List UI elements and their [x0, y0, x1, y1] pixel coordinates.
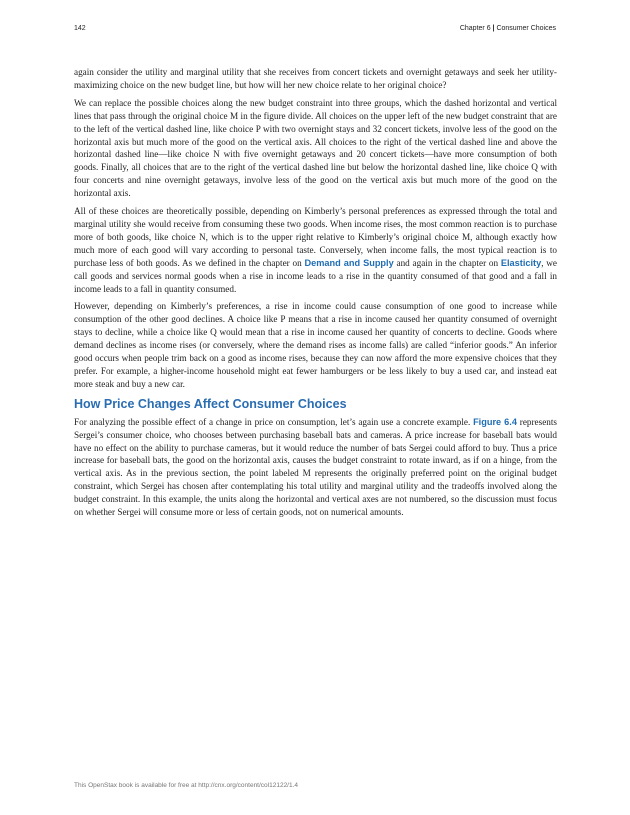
- paragraph-3-text-c: , we call goods and services normal goods when a rise in income leads to a rise in the quantity consumed of that good and a fall in income leads to a fall in quantity consumed.: [74, 257, 557, 294]
- figure-6-4-link[interactable]: Figure 6.4: [473, 416, 517, 427]
- chapter-label: Chapter 6: [459, 25, 491, 32]
- paragraph-1: again consider the utility and marginal utility that she receives from concert tickets and overnight getaways and seek her utility-maximizing choice on the new budget line, but how will her new choice relate to her original choice?: [74, 67, 557, 90]
- demand-and-supply-link[interactable]: Demand and Supply: [304, 257, 394, 268]
- paragraph-5-text-a: For analyzing the possible effect of a change in price on consumption, let’s again use a concrete example.: [74, 416, 474, 427]
- elasticity-link[interactable]: Elasticity: [500, 257, 542, 268]
- paragraph-5-text-b: represents Sergei’s consumer choice, who chooses between purchasing baseball bats and cameras. A price increase for baseball bats would have no effect on the ability to purchase cameras, but it would reduce the number of bats Sergei could afford to buy. Thus a price increase for baseball bats, the good on the horizontal axis, causes the budget constraint to rotate inward, as if on a hinge, from the vertical axis. As in the previous section, the point labeled M represents the originally preferred point on the original budget constraint, which Sergei has chosen after contemplating his total utility and marginal utility and the tradeoffs involved along the budget constraint. In this example, the units along the horizontal and vertical axes are not numbered, so the discussion must focus on whether Sergei will consume more or less of certain goods, not on numerical amounts.: [74, 416, 558, 518]
- paragraph-3: [74, 205, 557, 295]
- body-content: [74, 66, 557, 524]
- page-footer: This OpenStax book is available for free at http://cnx.org/content/col12122/1.4: [74, 782, 299, 789]
- running-head: [460, 25, 556, 32]
- page-number: 142: [74, 25, 86, 32]
- paragraph-3-text-b: and again in the chapter on: [393, 257, 501, 268]
- paragraph-2: We can replace the possible choices along the new budget constraint into three groups, which the dashed horizontal and vertical lines that pass through the original choice M in the figure divide. All choices on the upper left of the new budget constraint that are to the left of the vertical dashed line, like choice P with two overnight stays and 32 concert tickets, involve less of the good on the horizontal axis but much more of the good on the vertical axis. All choices to the right of the vertical dashed line and above the horizontal dashed line—like choice N with five overnight getaways and 20 concert tickets—have more consumption of both goods. Finally, all choices that are to the right of the vertical dashed line but below the horizontal dashed line, like choice Q with four concerts and nine overnight getaways, involve less of the good on the vertical axis but much more of the good on the horizontal axis.: [74, 97, 557, 199]
- header-separator: |: [492, 25, 495, 32]
- paragraph-4: However, depending on Kimberly’s preferences, a rise in income could cause consumption of one good to increase while consumption of the other good declines. A choice like P means that a rise in income caused her quantity consumed of overnight stays to decline, while a choice like Q would mean that a rise in income caused her quantity of concerts to decline. Goods where demand declines as income rises (or conversely, where the demand rises as income falls) are called “inferior goods.” An inferior good occurs when people trim back on a good as income rises, because they can now afford the more expensive choices that they prefer. For example, a higher-income household might eat fewer hamburgers or be less likely to buy a used car, and instead eat more steak and buy a new car.: [74, 301, 557, 389]
- paragraph-3-text-a: All of these choices are theoretically possible, depending on Kimberly’s personal preferences as expressed through the total and marginal utility she would receive from consuming these two goods. When income rises, the most common reaction is to purchase more of both goods, like choice N, which is to the upper right relative to Kimberly’s original choice M, although exactly how much more of each good will vary according to personal taste. Conversely, when income falls, the most typical reaction is to purchase less of both goods. As we defined in the chapter on: [74, 206, 557, 268]
- section-heading: How Price Changes Affect Consumer Choices: [74, 396, 347, 411]
- page-header: [74, 25, 556, 32]
- chapter-title: Consumer Choices: [496, 25, 556, 32]
- paragraph-5: [74, 416, 557, 519]
